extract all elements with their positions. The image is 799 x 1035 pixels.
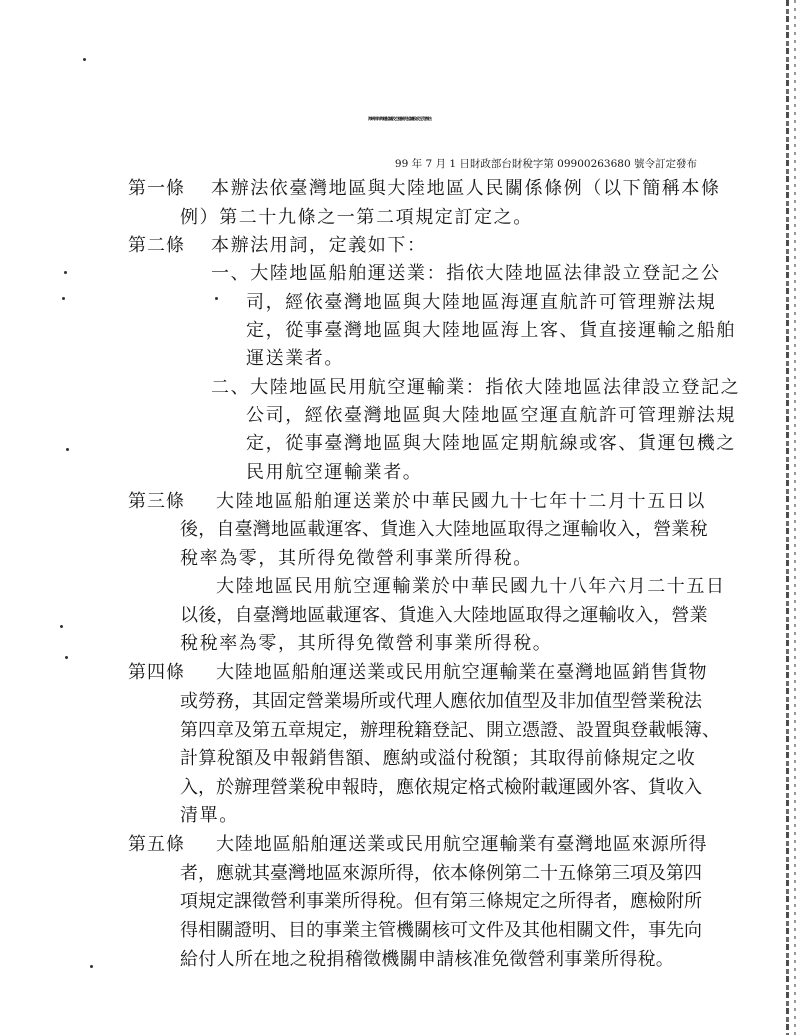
scan-speck xyxy=(65,656,68,659)
article-3-line: 以後，自臺灣地區載運客、貨進入大陸地區取得之運輸收入，營業 xyxy=(180,605,708,626)
article-4-line: 計算稅額及申報銷售額、應納或溢付稅額；其取得前條規定之收 xyxy=(180,748,696,769)
article-4-line: 或勞務，其固定營業場所或代理人應依加值型及非加值型營業稅法 xyxy=(180,691,702,712)
article-5-line: 項規定課徵營利事業所得稅。但有第三條規定之所得者，應檢附所 xyxy=(180,891,702,912)
scan-speck xyxy=(60,625,63,628)
article-2-line: 一、大陸地區船舶運送業：指依大陸地區法律設立登記之公 xyxy=(211,263,721,284)
article-1-line: 例）第二十九條之一第二項規定訂定之。 xyxy=(180,207,533,228)
article-4-line: 入，於辦理營業稅申報時，應依規定格式檢附載運國外客、貨收入 xyxy=(180,777,702,798)
article-1-line: 本辦法依臺灣地區與大陸地區人民關係條例（以下簡稱本條 xyxy=(211,178,721,199)
scan-speck xyxy=(66,448,69,451)
article-3-line: 稅率為零，其所得免徵營利事業所得稅。 xyxy=(180,548,533,569)
article-3-line: 大陸地區船舶運送業於中華民國九十七年十二月十五日以 xyxy=(216,491,706,512)
article-2-line: 定，從事臺灣地區與大陸地區定期航線或客、貨運包機之 xyxy=(246,433,736,454)
article-2-line: 司，經依臺灣地區與大陸地區海運直航許可管理辦法規 xyxy=(246,292,717,313)
article-5-line: 者，應就其臺灣地區來源所得，依本條例第二十五條第三項及第四 xyxy=(180,863,702,884)
article-5-label: 第五條 xyxy=(128,834,185,855)
article-5-line: 得相關證明、目的事業主管機關核可文件及其他相關文件，事先向 xyxy=(180,920,702,941)
article-2-line: 本辦法用詞，定義如下： xyxy=(211,235,427,256)
scan-speck xyxy=(215,297,218,300)
article-5-line: 大陸地區船舶運送業或民用航空運輸業有臺灣地區來源所得 xyxy=(216,834,708,855)
scan-speck xyxy=(83,58,86,61)
article-2-line: 運送業者。 xyxy=(246,348,344,369)
article-4-line: 大陸地區船舶運送業或民用航空運輸業在臺灣地區銷售貨物 xyxy=(216,662,708,683)
scan-speck xyxy=(64,271,67,274)
scan-speck xyxy=(90,965,93,968)
article-2-label: 第二條 xyxy=(128,235,185,256)
article-2-line: 民用航空運輸業者。 xyxy=(246,462,423,483)
scan-edge-artifact xyxy=(794,0,796,1035)
article-3-label: 第三條 xyxy=(128,491,185,512)
promulgation-note: 99 年 7 月 1 日財政部台財稅字第 09900263680 號令訂定發布 xyxy=(394,158,697,170)
article-2-line: 二、大陸地區民用航空運輸業：指依大陸地區法律設立登記之 xyxy=(211,377,741,398)
article-5-line: 給付人所在地之稅捐稽徵機關申請核准免徵營利事業所得稅。 xyxy=(180,949,675,970)
article-2-line: 公司，經依臺灣地區與大陸地區空運直航許可管理辦法規 xyxy=(246,405,736,426)
article-2-line: 定，從事臺灣地區與大陸地區海上客、貨直接運輸之船舶 xyxy=(246,320,736,341)
document-title: 海峽兩岸海運協議及空運補充協議稅收互免辦法 xyxy=(368,116,431,121)
article-3-line: 大陸地區民用航空運輸業於中華民國九十八年六月二十五日 xyxy=(216,576,726,597)
article-3-line: 後，自臺灣地區載運客、貨進入大陸地區取得之運輸收入，營業稅 xyxy=(180,519,708,540)
article-4-line: 第四章及第五章規定，辦理稅籍登記、開立憑證、設置與登載帳簿、 xyxy=(180,720,720,741)
article-4-line: 清單。 xyxy=(180,805,239,826)
article-3-line: 稅稅率為零，其所得免徵營利事業所得稅。 xyxy=(180,633,553,654)
scan-edge-artifact xyxy=(786,0,789,1035)
article-1-label: 第一條 xyxy=(128,178,185,199)
article-4-label: 第四條 xyxy=(128,662,185,683)
scan-speck xyxy=(62,297,65,300)
